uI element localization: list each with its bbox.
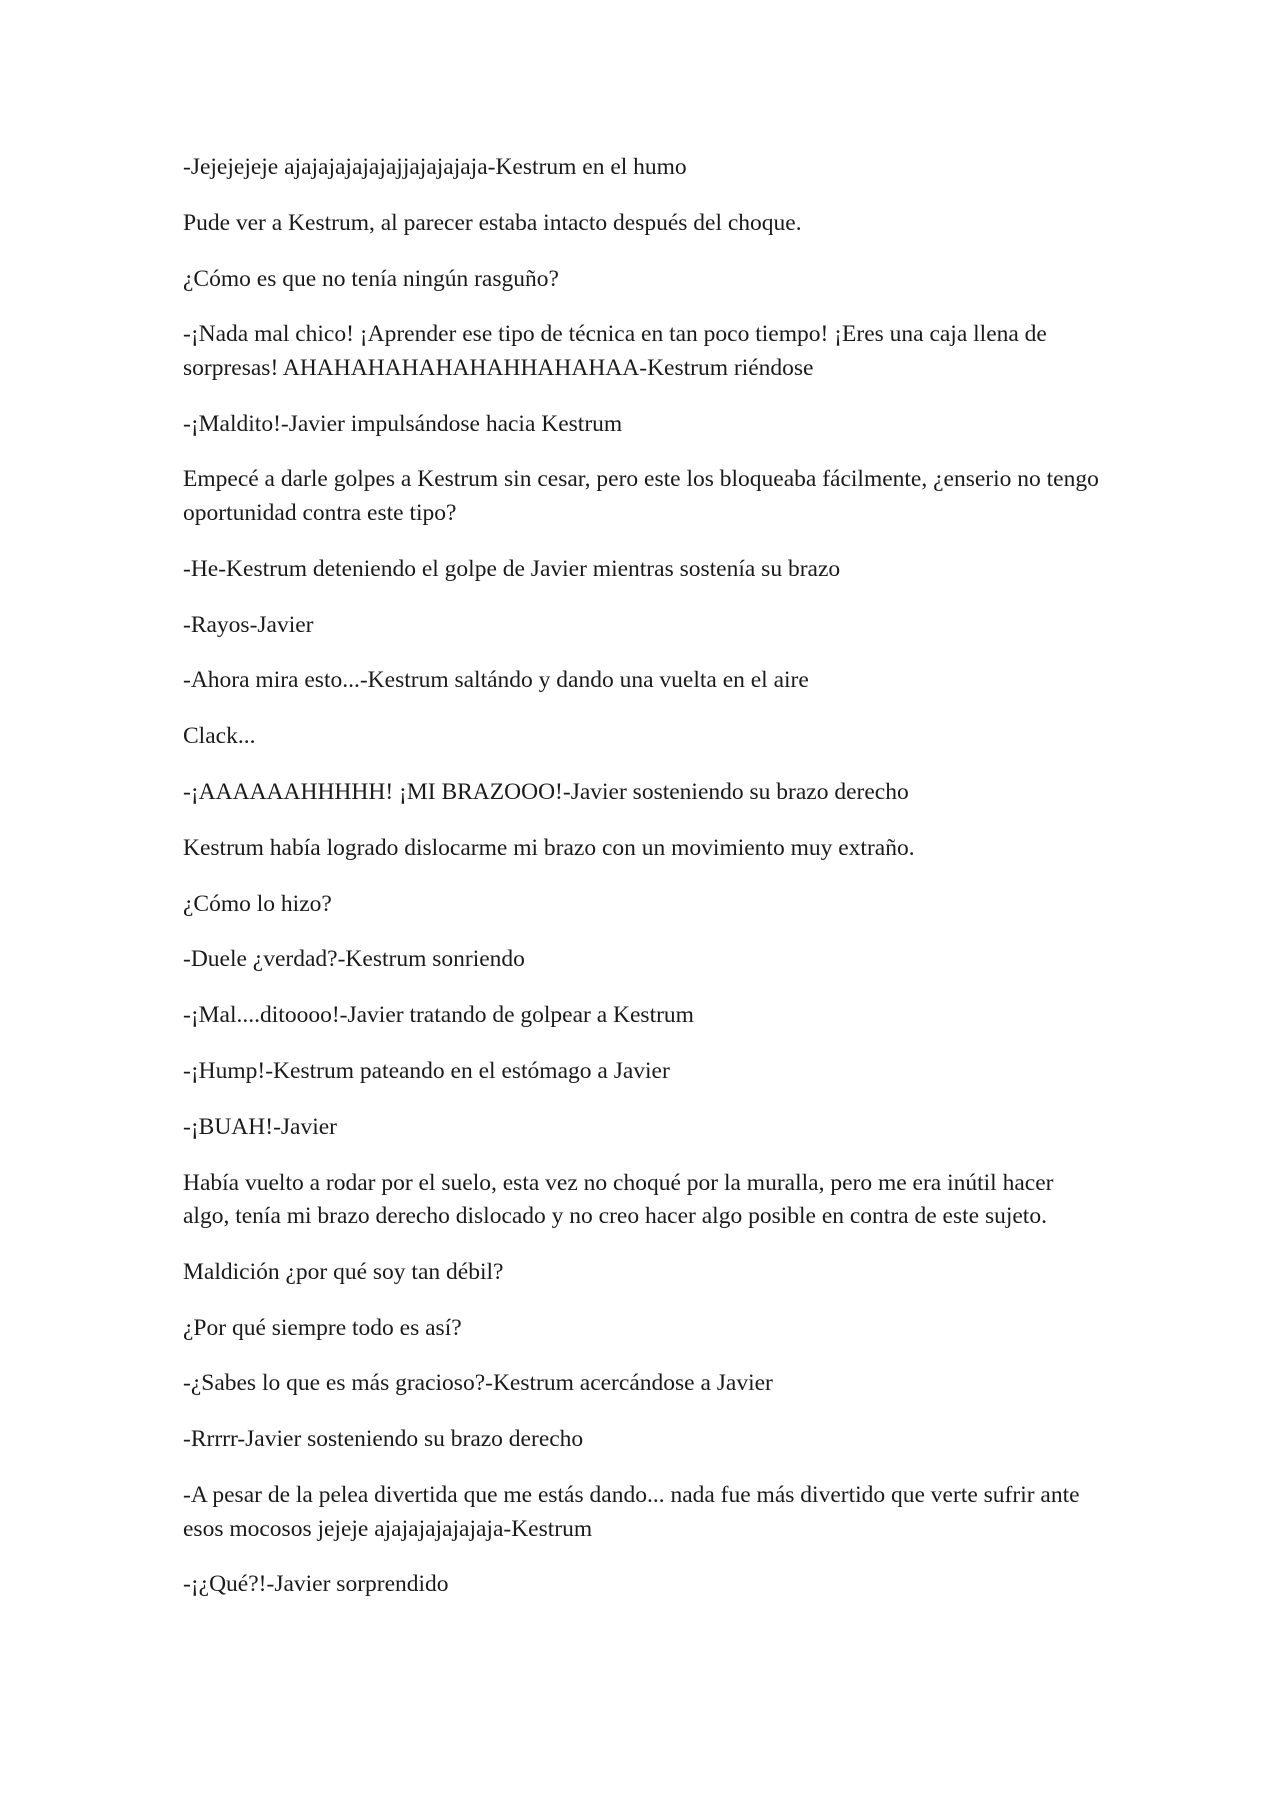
paragraph: -¿Sabes lo que es más gracioso?-Kestrum acercándose a Javier — [183, 1370, 773, 1397]
paragraph: Kestrum había logrado dislocarme mi brazo con un movimiento muy extraño. — [183, 834, 915, 861]
paragraph: Pude ver a Kestrum, al parecer estaba intacto después del choque. — [183, 209, 802, 236]
paragraph: Clack... — [183, 723, 256, 750]
paragraph: ¿Por qué siempre todo es así? — [183, 1314, 462, 1341]
paragraph: -¡Maldito!-Javier impulsándose hacia Kestrum — [183, 410, 623, 437]
paragraph: -¡Hump!-Kestrum pateando en el estómago a Javier — [183, 1057, 670, 1084]
paragraph: -Ahora mira esto...-Kestrum saltándo y dando una vuelta en el aire — [183, 667, 809, 694]
paragraph: -¡Nada mal chico! ¡Aprender ese tipo de técnica en tan poco tiempo! ¡Eres una caja llena de sorpresas! AHAHAHAHAHAHAHHAHAHAA-Kestrum riéndose — [183, 321, 1047, 381]
paragraph: -Rayos-Javier — [183, 611, 314, 638]
document-page — [183, 151, 1103, 1624]
paragraph: -Jejejejeje ajajajajajajajjajajajaja-Kestrum en el humo — [183, 154, 687, 180]
paragraph: -Rrrrr-Javier sosteniendo su brazo derecho — [183, 1426, 584, 1453]
paragraph: -¡¿Qué?!-Javier sorprendido — [183, 1571, 449, 1598]
paragraph: ¿Cómo es que no tenía ningún rasguño? — [183, 265, 559, 292]
paragraph: Maldición ¿por qué soy tan débil? — [183, 1258, 504, 1285]
paragraph: -¡AAAAAAHHHHH! ¡MI BRAZOOO!-Javier sosteniendo su brazo derecho — [183, 778, 909, 805]
paragraph: -Duele ¿verdad?-Kestrum sonriendo — [183, 946, 525, 973]
paragraph: -A pesar de la pelea divertida que me estás dando... nada fue más divertido que verte sufrir ante esos mocosos jejeje ajajajajajajaja-Kestrum — [183, 1482, 1080, 1542]
paragraph: -¡Mal....ditoooo!-Javier tratando de golpear a Kestrum — [183, 1002, 694, 1029]
paragraph: ¿Cómo lo hizo? — [183, 890, 332, 917]
paragraph: Había vuelto a rodar por el suelo, esta vez no choqué por la muralla, pero me era inútil hacer algo, tenía mi brazo derecho dislocado y no creo hacer algo posible en contra de este sujeto. — [183, 1169, 1054, 1230]
paragraph: -¡BUAH!-Javier — [183, 1113, 338, 1140]
paragraph: Empecé a darle golpes a Kestrum sin cesar, pero este los bloqueaba fácilmente, ¿enserio no tengo oportunidad contra este tipo? — [183, 466, 1099, 526]
paragraph: -He-Kestrum deteniendo el golpe de Javier mientras sostenía su brazo — [183, 555, 841, 582]
